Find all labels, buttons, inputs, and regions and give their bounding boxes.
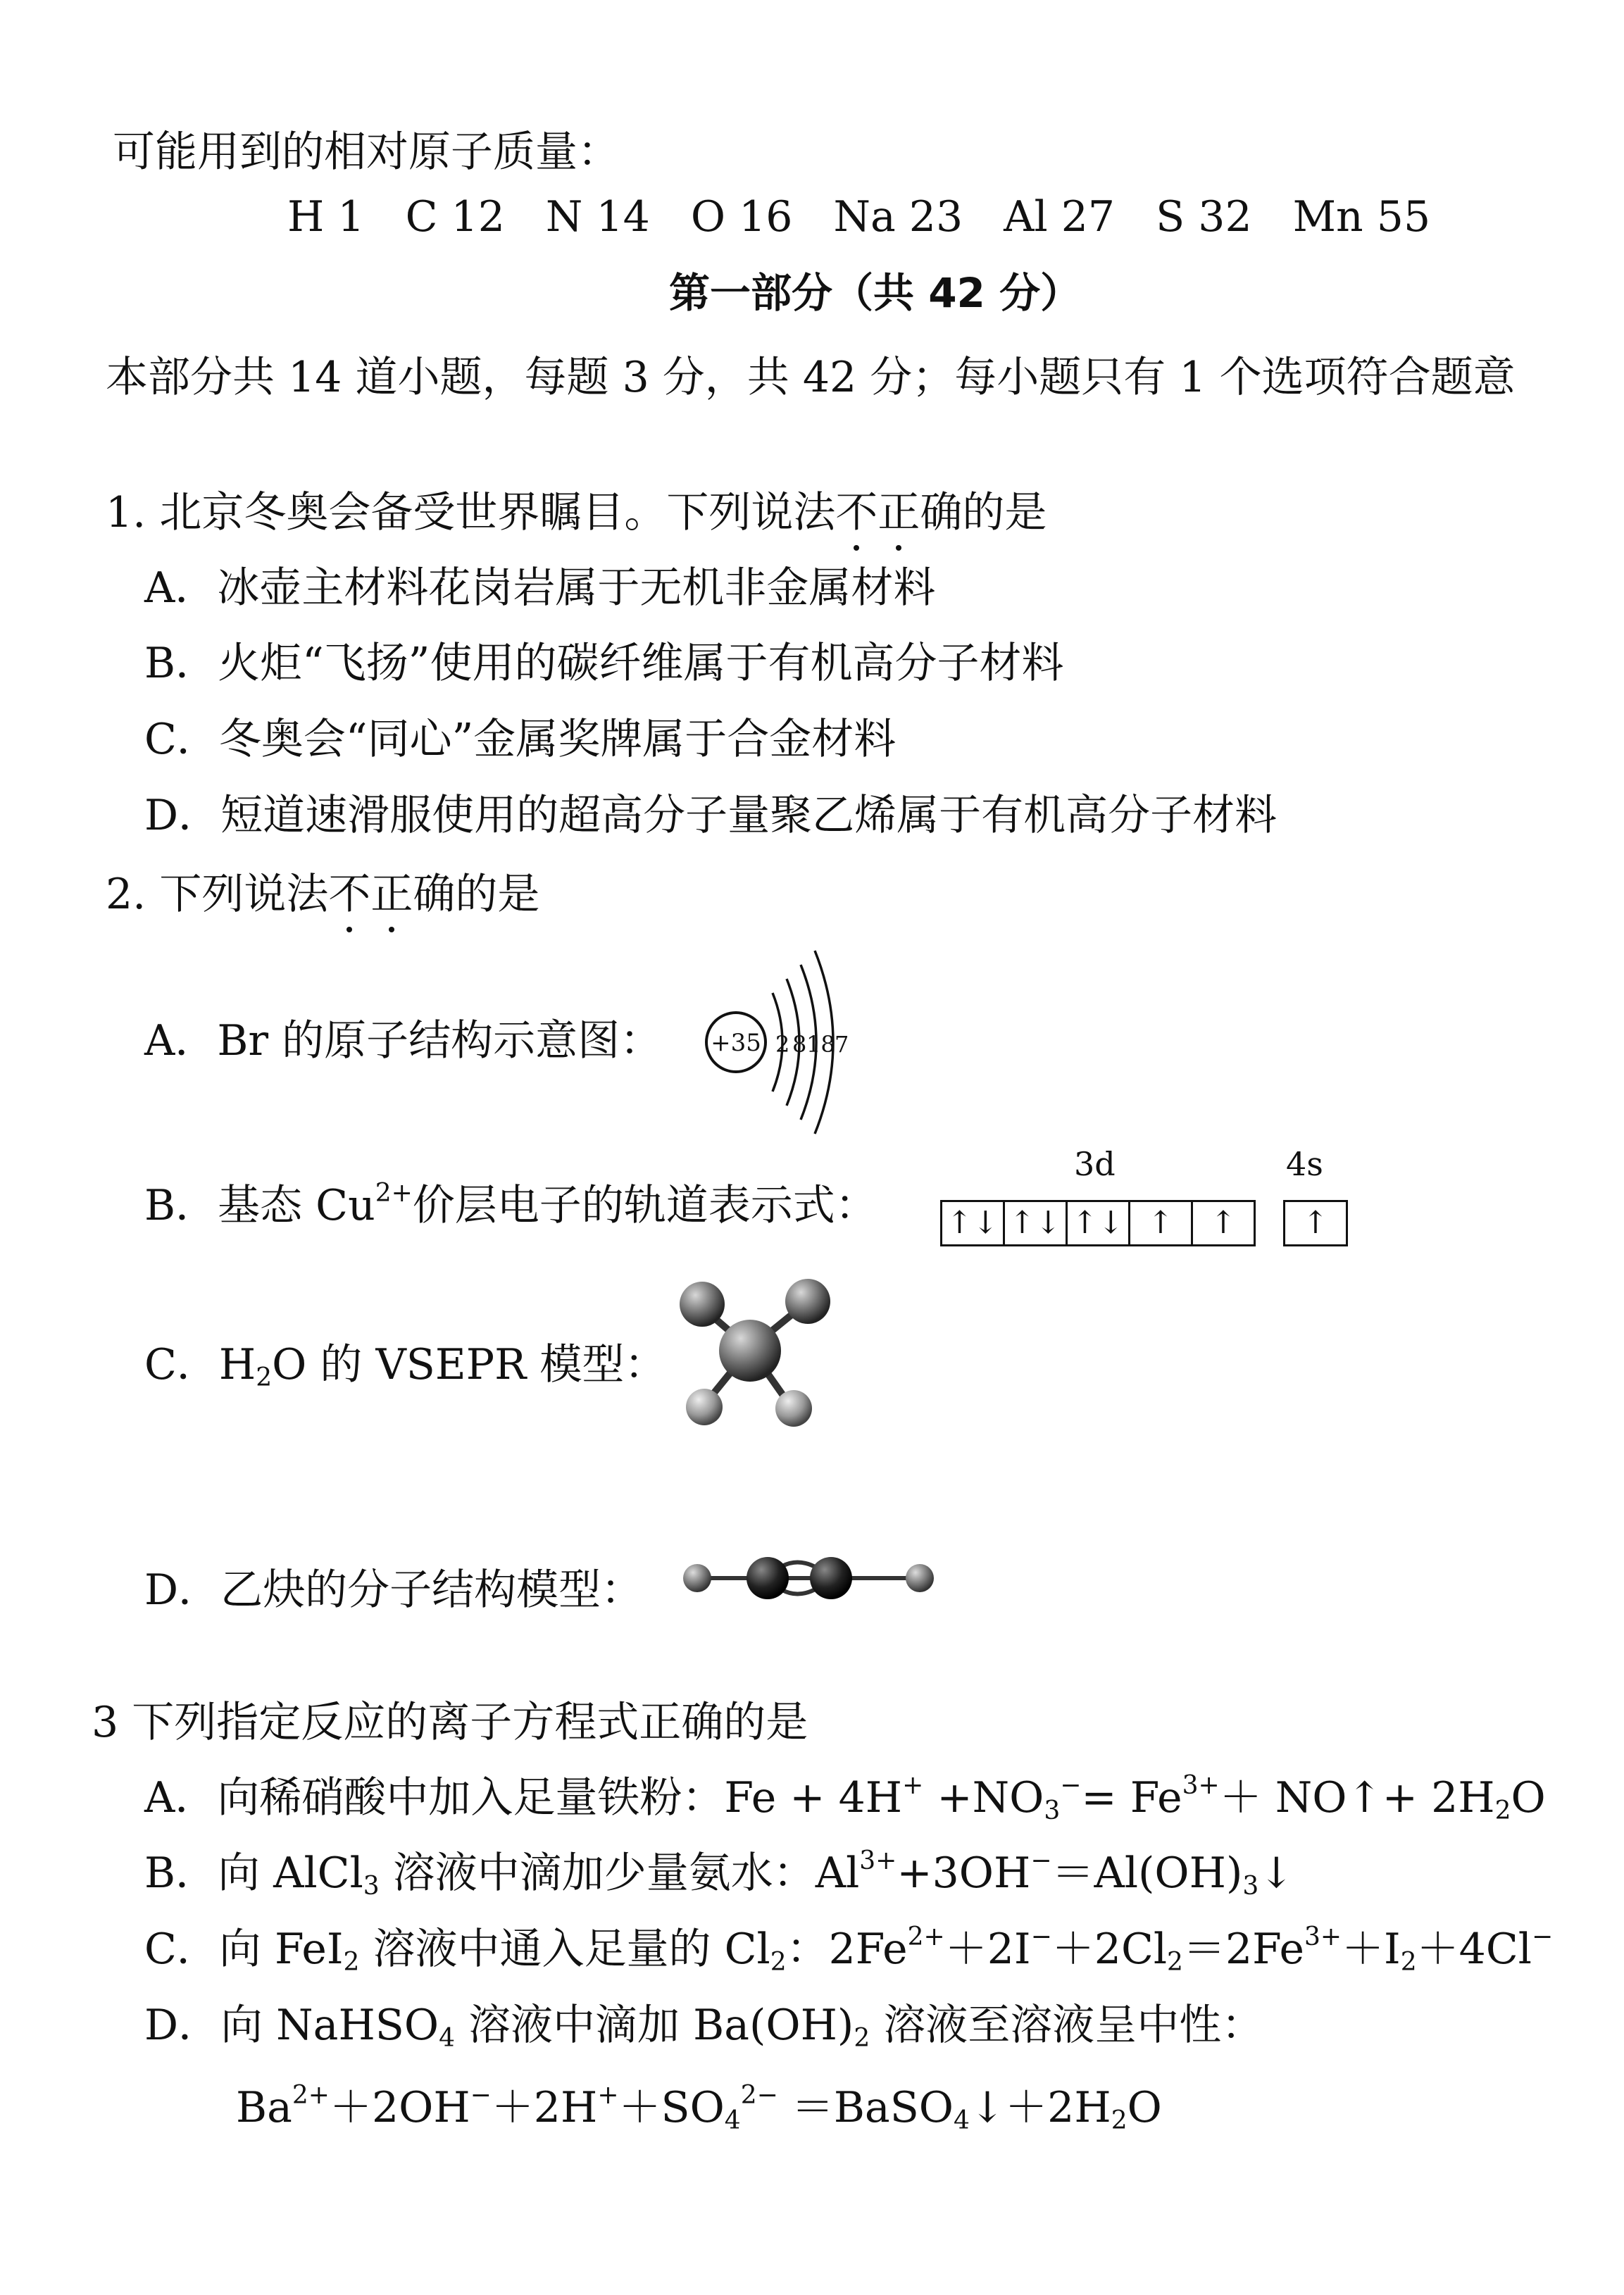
h2o-vsepr-model	[673, 1275, 835, 1437]
atomic-mass: S 32	[1156, 192, 1252, 242]
atomic-masses-label: 可能用到的相对原子质量：	[113, 127, 620, 177]
orbital-4s-label: 4s	[1286, 1145, 1323, 1183]
q2-option-c: C．$H_2O$ 的 VSEPR 模型：	[144, 1340, 667, 1392]
q1-option-a: A．冰壶主材料花岗岩属于无机非金属材料	[144, 563, 936, 613]
q3-option-d: D．向 NaHSO$_4$ 溶液中滴加 $Ba(OH)_2$ 溶液至溶液呈中性：	[144, 2001, 1264, 2053]
orbital-box: ↑↓	[1005, 1202, 1068, 1244]
q1-option-b: B．火炬“飞扬”使用的碳纤维属于有机高分子材料	[144, 639, 1064, 688]
atomic-mass: C 12	[405, 192, 505, 242]
orbital-4s-boxes	[1283, 1200, 1348, 1246]
q1-option-d: D．短道速滑服使用的超高分子量聚乙烯属于有机高分子材料	[144, 791, 1278, 840]
atomic-mass: Na 23	[833, 192, 963, 242]
atomic-mass: Al 27	[1004, 192, 1116, 242]
shell-electrons: 2	[775, 1031, 790, 1058]
orbital-3d-label: 3d	[1074, 1145, 1116, 1183]
section-instruction: 本部分共 14 道小题，每题 3 分，共 42 分；每小题只有 1 个选项符合题意	[106, 353, 1516, 402]
q2-stem: 2. 下列说法不正确的是	[106, 868, 539, 921]
bromine-atom-diagram	[694, 944, 877, 1141]
shell-electrons: 7	[835, 1031, 849, 1058]
atomic-mass: N 14	[545, 192, 650, 242]
shell-electrons: 8	[792, 1031, 807, 1058]
orbital-box: ↑	[1210, 1205, 1237, 1241]
orbital-3d-boxes	[940, 1200, 1256, 1246]
orbital-box: ↑	[1302, 1205, 1329, 1241]
section-title: 第一部分（共 42 分）	[669, 269, 1082, 317]
acetylene-model	[676, 1539, 944, 1617]
q3-option-b: B．向 AlCl$_3$ 溶液中滴加少量氨水：$Al^{3+}+3OH^-=Al(OH)_3↓$	[144, 1846, 1294, 1901]
atomic-mass: Mn 55	[1292, 192, 1431, 242]
atomic-masses-row	[287, 190, 1430, 244]
nucleus-charge: +35	[711, 1029, 761, 1057]
orbital-box: ↑	[1130, 1202, 1193, 1244]
shell-electrons: 18	[806, 1031, 835, 1058]
q3-stem: 3 下列指定反应的离子方程式正确的是	[92, 1698, 808, 1747]
q2-option-d: D．乙炔的分子结构模型：	[144, 1565, 644, 1615]
atomic-mass: H 1	[287, 192, 365, 242]
q1-stem: 1. 北京冬奥会备受世界瞩目。下列说法不正确的是	[106, 486, 1047, 539]
q2-option-a: A．Br 的原子结构示意图：	[144, 1016, 663, 1065]
orbital-box: ↑↓	[942, 1202, 1005, 1244]
q3-option-a: A．向稀硝酸中加入足量铁粉：$Fe + 4H^+ +NO_3^-= Fe^{3+}+$ NO↑+ $2H_2O$	[144, 1771, 1546, 1825]
q3-option-d-equation: $Ba^{2+}+2OH^-+2H^++SO_4^{2-}$ $=BaSO_4↓+2H_2O$	[236, 2081, 1162, 2135]
q1-option-c: C．冬奥会“同心”金属奖牌属于合金材料	[144, 715, 897, 764]
q3-option-c: C．向 FeI$_2$ 溶液中通入足量的 $Cl_2$：$2Fe^{2+}+2I^-+2Cl_2=2Fe^{3+}+I_2+4Cl^-$	[144, 1922, 1554, 1977]
orbital-box: ↑↓	[1068, 1202, 1130, 1244]
q2-option-b: B．基态 $Cu^{2+}$价层电子的轨道表示式：	[144, 1179, 877, 1230]
atomic-mass: O 16	[690, 192, 793, 242]
